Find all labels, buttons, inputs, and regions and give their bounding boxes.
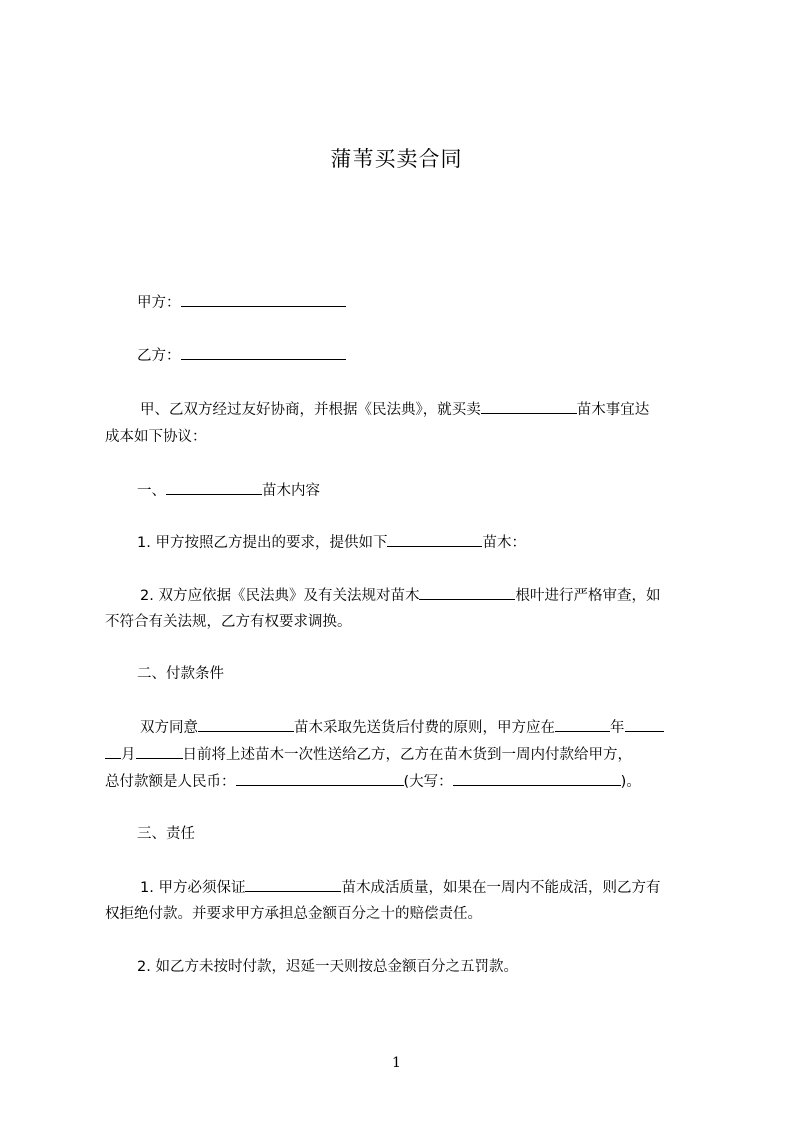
intro-text-2: 苗木事宜达 [576,402,650,418]
section-2-blank-uppercase [453,771,621,786]
section-3-heading-text: 三、责任 [137,826,195,842]
section-1-item-1 [137,532,526,553]
section-3-heading [137,824,195,844]
section-2-text-c: 日前将上述苗木一次性送给乙方，乙方在苗木货到一周内付款给甲方， [182,747,632,763]
section-3-item-2 [137,957,518,977]
party-b-label: 乙方： [137,348,181,364]
section-2-blank-month-b [105,744,121,759]
section-2-blank-day [136,744,183,759]
section-1-item-2-text-c: 不符合有关法规，乙方有权要求调换。 [105,614,352,630]
section-2-blank-seedling [198,717,294,732]
section-1-item-2-text-a: 2. 双方应依据《民法典》及有关法规对苗木 [140,588,420,604]
section-2-heading [137,664,224,684]
section-3-item-2-text: 2. 如乙方未按时付款，迟延一天则按总金额百分之五罚款。 [137,959,518,975]
section-1-item-1-text-a: 1. 甲方按照乙方提出的要求，提供如下 [137,535,388,551]
section-1-heading-suffix: 苗木内容 [262,483,320,499]
section-2-text-total: 总付款额是人民币： [105,774,236,790]
section-2-line-3 [105,771,641,792]
section-3-item-1-line-2 [105,904,482,924]
party-b-blank [181,345,346,360]
section-1-item-2-line-2 [105,612,352,632]
document-title: 蒲苇买卖合同 [330,147,463,171]
page-number: 1 [392,1055,401,1071]
section-2-text-month: 月 [121,747,136,763]
section-2-text-year: 年 [610,720,625,736]
section-1-item-1-blank [387,532,482,547]
intro-text-1: 甲、乙双方经过友好协商，并根据《民法典》，就买卖 [140,402,481,418]
section-1-heading-prefix: 一、 [137,483,166,499]
section-2-blank-month-a [625,717,664,732]
section-1-item-2-blank [419,585,515,600]
party-b-line [137,345,346,366]
section-3-item-1-text-c: 权拒绝付款。并要求甲方承担总金额百分之十的赔偿责任。 [105,906,482,922]
intro-line-1 [140,399,649,420]
section-2-blank-amount [236,771,404,786]
section-2-blank-year [555,717,610,732]
section-1-item-1-text-b: 苗木： [482,535,526,551]
section-3-item-1-line-1 [140,877,660,898]
party-a-line [137,292,346,313]
intro-text-3: 成本如下协议： [105,429,207,445]
section-3-item-1-blank [245,877,341,892]
section-1-heading-blank [166,480,262,495]
intro-line-2 [105,427,207,447]
section-1-item-2-text-b: 根叶进行严格审查，如 [515,588,661,604]
section-3-item-1-text-b: 苗木成活质量，如果在一周内不能成活，则乙方有 [341,880,661,896]
intro-blank [481,399,577,414]
section-2-line-1 [140,717,664,738]
section-2-line-2 [105,744,632,765]
section-1-item-2-line-1 [140,585,660,606]
section-2-heading-text: 二、付款条件 [137,666,224,682]
party-a-blank [181,292,346,307]
section-3-item-1-text-a: 1. 甲方必须保证 [140,880,246,896]
section-2-text-a: 双方同意 [140,720,198,736]
section-2-text-close: )。 [620,774,641,790]
party-a-label: 甲方： [137,295,181,311]
section-1-heading [137,480,320,501]
section-2-text-uppercase: (大写： [403,774,453,790]
section-2-text-b: 苗木采取先送货后付费的原则，甲方应在 [294,720,555,736]
